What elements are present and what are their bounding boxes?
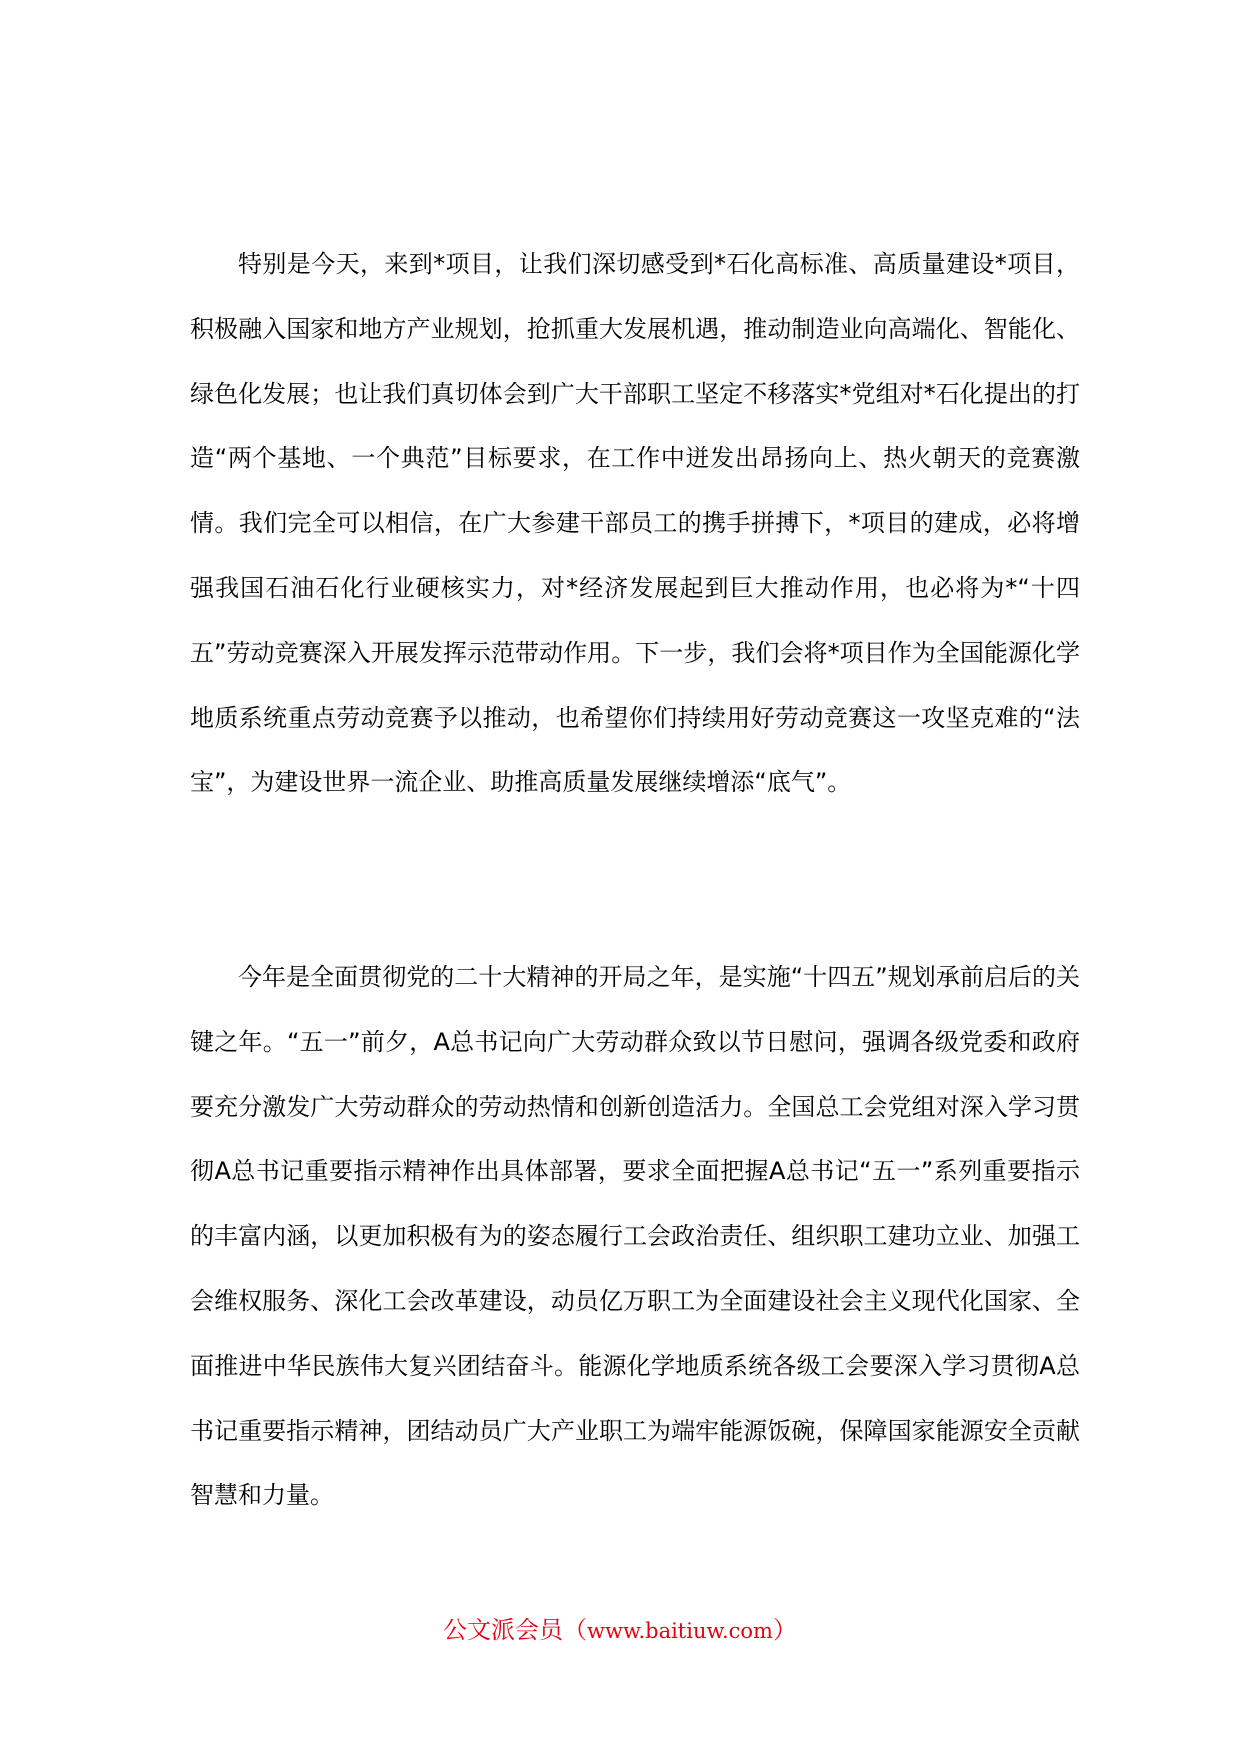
footer-suffix: ） [772,1616,797,1644]
footer-watermark [0,1614,1240,1647]
body-paragraph-2: 今年是全面贯彻党的二十大精神的开局之年，是实施“十四五”规划承前启后的关键之年。“五一”前夕，A总书记向广大劳动群众致以节日慰问，强调各级党委和政府要充分激发广大劳动群众的劳动热情和创新创造活力。全国总工会党组对深入学习贯彻A总书记重要指示精神作出具体部署，要求全面把握A总书记“五一”系列重要指示的丰富内涵，以更加积极有为的姿态履行工会政治责任、组织职工建功立业、加强工会维权服务、深化工会改革建设，动员亿万职工为全面建设社会主义现代化国家、全面推进中华民族伟大复兴团结奋斗。能源化学地质系统各级工会要深入学习贯彻A总书记重要指示精神，团结动员广大产业职工为端牢能源饭碗，保障国家能源安全贡献智慧和力量。 [190,963,1080,1510]
footer-prefix: 公文派会员（ [443,1616,588,1644]
body-paragraph-1: 特别是今天，来到*项目，让我们深切感受到*石化高标准、高质量建设*项目，积极融入国家和地方产业规划，抢抓重大发展机遇，推动制造业向高端化、智能化、绿色化发展；也让我们真切体会到广大干部职工坚定不移落实*党组对*石化提出的打造“两个基地、一个典范”目标要求，在工作中迸发出昂扬向上、热火朝天的竞赛激情。我们完全可以相信，在广大参建干部员工的携手拼搏下，*项目的建成，必将增强我国石油石化行业硬核实力，对*经济发展起到巨大推动作用，也必将为*“十四五”劳动竞赛深入开展发挥示范带动作用。下一步，我们会将*项目作为全国能源化学地质系统重点劳动竞赛予以推动，也希望你们持续用好劳动竞赛这一攻坚克难的“法宝”，为建设世界一流企业、助推高质量发展继续增添“底气”。 [190,250,1080,797]
footer-url-link[interactable]: www.baitiuw.com [587,1619,773,1643]
